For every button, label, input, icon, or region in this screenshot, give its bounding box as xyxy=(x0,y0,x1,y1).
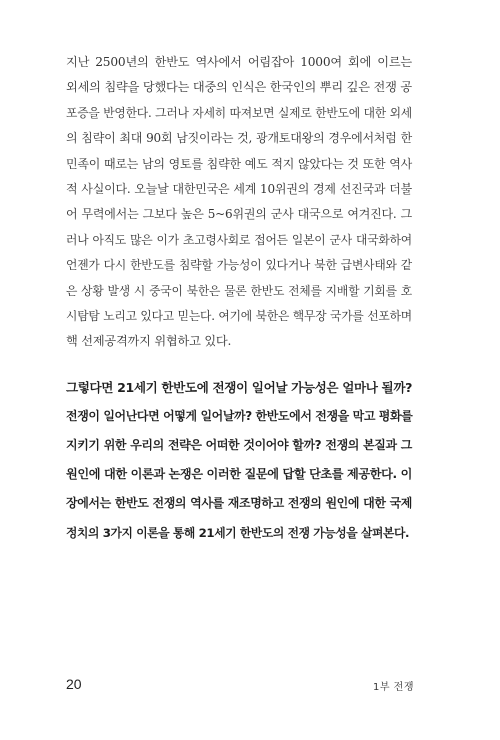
text-line: 러나 아직도 많은 이가 초고령사회로 접어든 일본이 군사 대국화하여 xyxy=(66,232,412,247)
body-text xyxy=(66,50,412,548)
text-line: 포증을 반영한다. 그러나 자세히 따져보면 실제로 한반도에 대한 외세 xyxy=(66,105,412,120)
text-line: 은 상황 발생 시 중국이 북한은 물론 한반도 전체를 지배할 기회를 호 xyxy=(66,283,412,298)
text-line: 외세의 침략을 당했다는 대중의 인식은 한국인의 뿌리 깊은 전쟁 공 xyxy=(66,80,412,95)
text-line: 지난 2500년의 한반도 역사에서 어림잡아 1000여 회에 이르는 xyxy=(66,55,412,69)
text-line: 적 사실이다. 오늘날 대한민국은 세계 10위권의 경제 선진국과 더불 xyxy=(66,181,412,196)
running-head: 1부 전쟁 xyxy=(372,682,414,693)
text-line: 전쟁이 일어난다면 어떻게 일어날까? 한반도에서 전쟁을 막고 평화를 xyxy=(66,408,413,423)
text-line: 시탐탐 노리고 있다고 믿는다. 여기에 북한은 핵무장 국가를 선포하며 xyxy=(66,308,412,323)
text-line: 핵 선제공격까지 위협하고 있다. xyxy=(66,334,232,349)
text-line: 의 침략이 최대 90회 남짓이라는 것, 광개토대왕의 경우에서처럼 한 xyxy=(66,131,412,146)
text-line: 민족이 때로는 남의 영토를 침략한 예도 적지 않았다는 것 또한 역사 xyxy=(66,156,412,171)
text-line: 그렇다면 21세기 한반도에 전쟁이 일어날 가능성은 얼마나 될까? xyxy=(66,379,412,395)
text-line: 언젠가 다시 한반도를 침략할 가능성이 있다거나 북한 급변사태와 같 xyxy=(66,258,412,273)
text-line: 어 무력에서는 그보다 높은 5~6위권의 군사 대국으로 여겨진다. 그 xyxy=(66,207,412,222)
text-line: 지키기 위한 우리의 전략은 어떠한 것이어야 할까? 전쟁의 본질과 그 xyxy=(66,438,412,453)
text-line: 정치의 3가지 이론을 통해 21세기 한반도의 전쟁 가능성을 살펴본다. xyxy=(66,525,410,540)
text-line: 장에서는 한반도 전쟁의 역사를 재조명하고 전쟁의 원인에 대한 국제 xyxy=(66,496,412,511)
text-line: 원인에 대한 이론과 논쟁은 이러한 질문에 답할 단초를 제공한다. 이 xyxy=(66,467,412,482)
paragraph-1 xyxy=(66,50,412,355)
paragraph-2 xyxy=(66,373,412,548)
page-number: 20 xyxy=(66,676,82,692)
